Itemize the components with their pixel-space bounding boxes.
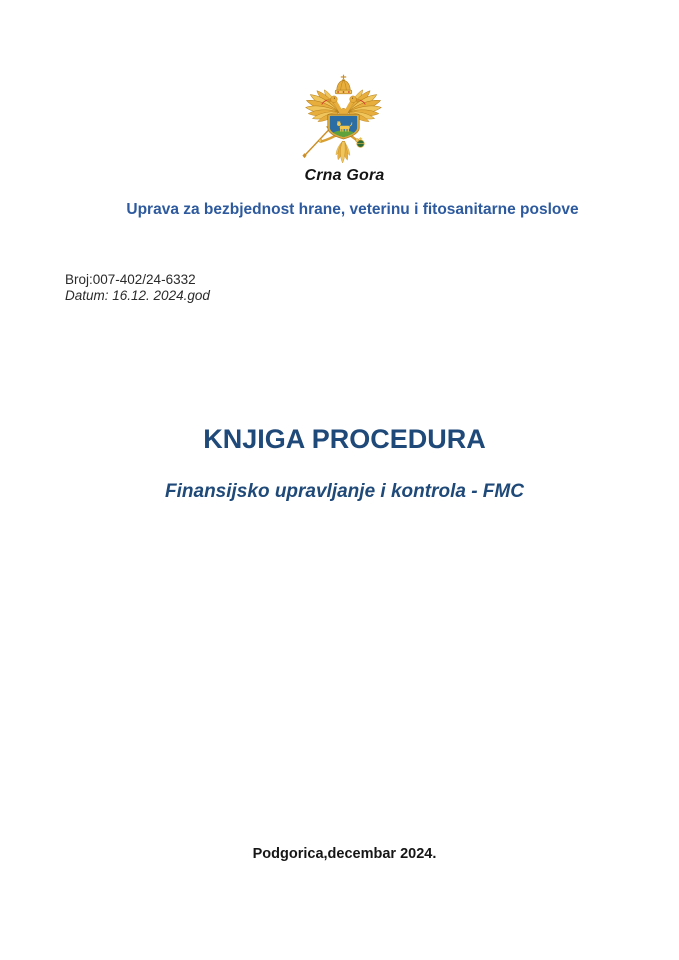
department-name: Uprava za bezbjednost hrane, veterinu i fitosanitarne poslove (126, 201, 579, 218)
country-name: Crna Gora (304, 167, 385, 184)
place-date-line: Podgorica,decembar 2024. (252, 846, 437, 862)
reference-block (65, 272, 210, 303)
document-subtitle: Finansijsko upravljanje i kontrola - FMC (165, 481, 524, 502)
montenegro-coat-of-arms (302, 71, 385, 166)
document-number: Broj:007-402/24-6332 (65, 272, 196, 287)
document-title: KNJIGA PROCEDURA (203, 424, 486, 454)
coat-of-arms-icon (302, 71, 385, 166)
document-date: Datum: 16.12. 2024.god (65, 287, 210, 303)
